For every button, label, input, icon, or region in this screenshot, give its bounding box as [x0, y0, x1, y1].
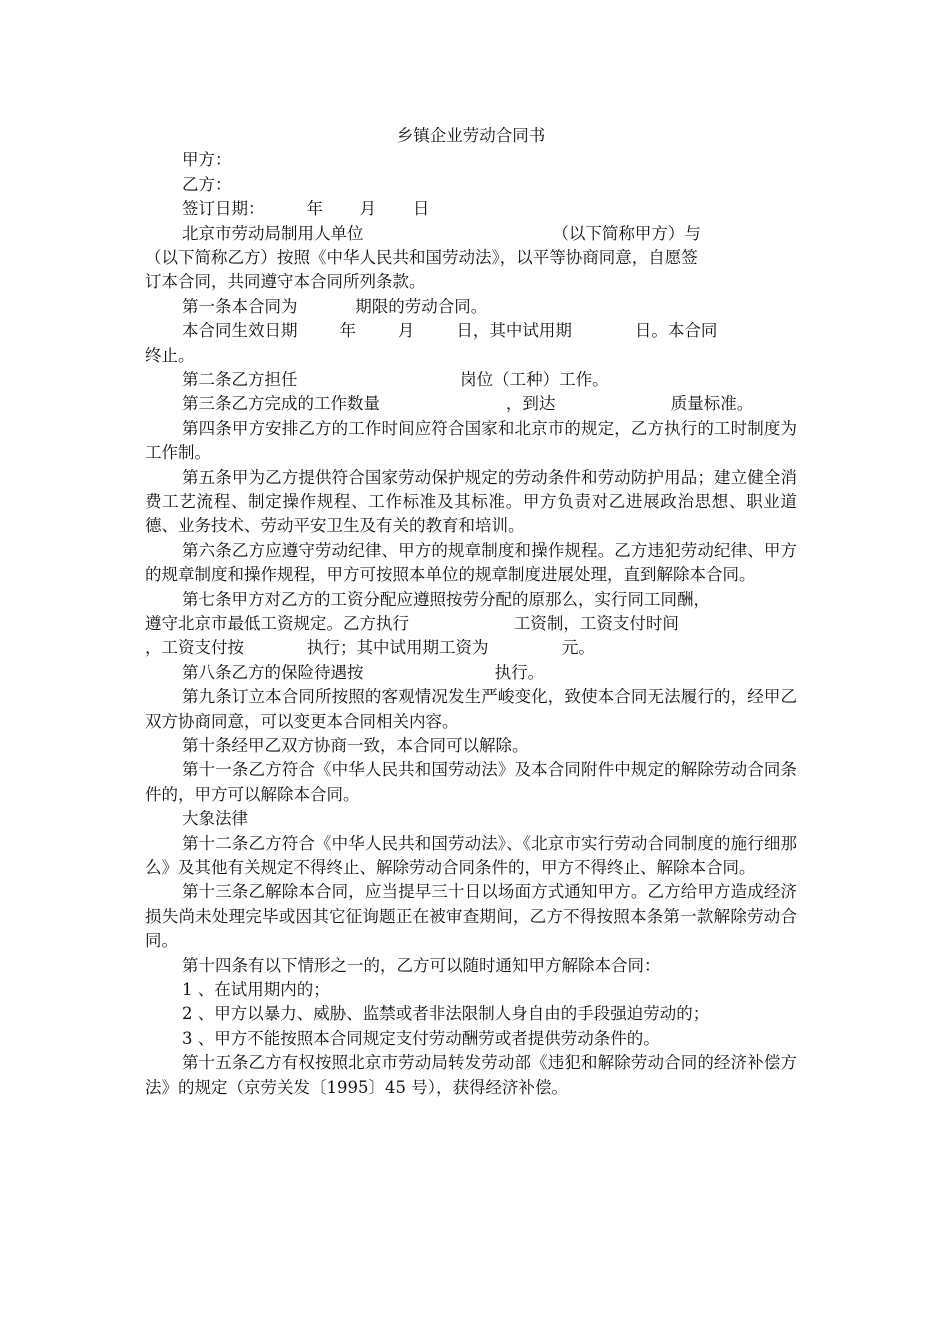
- intro-line-3: 订本合同，共同遵守本合同所列条款。: [145, 272, 426, 292]
- article-3: 第三条乙方完成的工作数量 ，到达 质量标准。: [182, 394, 754, 414]
- party-b-line: 乙方：: [182, 174, 232, 194]
- article-5: 第五条甲为乙方提供符合国家劳动保护规定的劳动条件和劳动防护用品；建立健全消费工艺流程、制定操作规程、工作标准及其标准。甲方负责对乙进展政治思想、职业道德、业务技术、劳动平安卫生及有关的教育和培训。: [145, 467, 797, 536]
- article-2: 第二条乙方担任 岗位（工种）工作。: [182, 369, 609, 389]
- article-15: 第十五条乙方有权按照北京市劳动局转发劳动部《违犯和解除劳动合同的经济补偿方法》的规定（京劳关发〔1995〕45 号），获得经济补偿。: [145, 1053, 797, 1097]
- effective-date-line: 本合同生效日期 年 月 日，其中试用期 日。本合同: [182, 321, 718, 341]
- contract-body: [145, 124, 797, 1100]
- article-13: 第十三条乙解除本合同，应当提早三十日以场面方式通知甲方。乙方给甲方造成经济损失尚未处理完毕或因其它征询题正在被审查期间，乙方不得按照本条第一款解除劳动合同。: [145, 882, 797, 951]
- intro-line-2: （以下简称乙方）按照《中华人民共和国劳动法》，以平等协商同意，自愿签: [145, 247, 698, 267]
- article-4: 第四条甲方安排乙方的工作时间应符合国家和北京市的规定，乙方执行的工时制度为 工作制。: [145, 418, 797, 463]
- article-7-line-2: 遵守北京市最低工资规定。乙方执行 工资制，工资支付时间: [145, 613, 679, 633]
- article-14: 第十四条有以下情形之一的，乙方可以随时通知甲方解除本合同：: [182, 955, 661, 975]
- article-7-line-1: 第七条甲方对乙方的工资分配应遵照按劳分配的原那么，实行同工同酬，: [182, 589, 710, 609]
- party-a-line: 甲方：: [182, 150, 232, 170]
- article-1: 第一条本合同为 期限的劳动合同。: [182, 296, 488, 316]
- article-7-line-3: ，工资支付按 执行；其中试用期工资为 元。: [145, 638, 595, 658]
- article-8: 第八条乙方的保险待遇按 执行。: [182, 662, 545, 682]
- document-title: 乡镇企业劳动合同书: [396, 126, 546, 145]
- article-9: 第九条订立本合同所按照的客观情况发生严峻变化，致使本合同无法履行的，经甲乙双方协商同意，可以变更本合同相关内容。: [145, 687, 797, 731]
- sign-date-line: 签订日期： 年 月 日: [182, 199, 430, 219]
- article-14-item-3: 3 、甲方不能按照本合同规定支付劳动酬劳或者提供劳动条件的。: [182, 1028, 660, 1048]
- article-11: 第十一条乙方符合《中华人民共和国劳动法》及本合同附件中规定的解除劳动合同条件的，甲方可以解除本合同。: [145, 760, 797, 804]
- watermark-text: 大象法律: [182, 809, 248, 829]
- intro-line-1: 北京市劳动局制用人单位 （以下简称甲方）与: [182, 223, 701, 243]
- effective-date-cont: 终止。: [145, 345, 195, 365]
- article-12: 第十二条乙方符合《中华人民共和国劳动法》、《北京市实行劳动合同制度的施行细那么》及其他有关规定不得终止、解除劳动合同条件的，甲方不得终止、解除本合同。: [145, 833, 797, 877]
- article-14-item-2: 2 、甲方以暴力、威胁、监禁或者非法限制人身自由的手段强迫劳动的；: [182, 1004, 710, 1024]
- article-14-item-1: 1 、在试用期内的；: [182, 979, 330, 999]
- article-6: 第六条乙方应遵守劳动纪律、甲方的规章制度和操作规程。乙方违犯劳动纪律、甲方的规章制度和操作规程，甲方可按照本单位的规章制度进展处理，直到解除本合同。: [145, 540, 797, 585]
- article-10: 第十条经甲乙双方协商一致，本合同可以解除。: [182, 735, 529, 755]
